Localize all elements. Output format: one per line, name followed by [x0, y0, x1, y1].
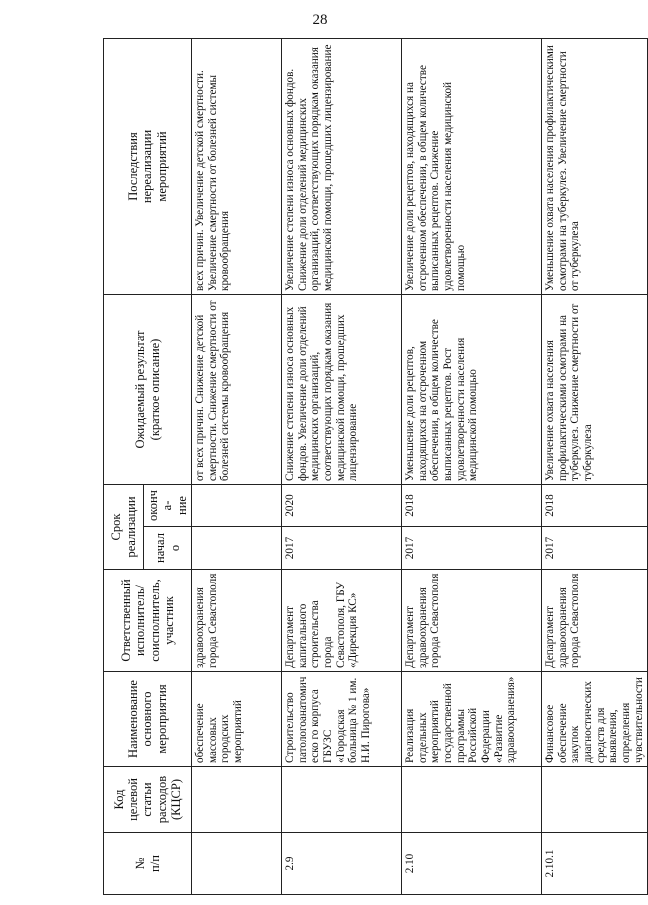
row-consequences: Увеличение степени износа основных фондов. Снижение доли отделений медицинских организаций, соответствующих порядкам оказания медицинской помощи, прошедших лицензирование: [282, 38, 402, 294]
header-start: начало: [144, 527, 192, 570]
table-row: [402, 38, 542, 894]
header-period: Срок реализации: [104, 484, 144, 569]
row-name: Финансовое обеспечение закупок диагностических средств для выявления, определения чувствительности: [542, 672, 648, 767]
header-name: Наименование основного мероприятия: [104, 672, 192, 767]
table-body: [192, 38, 648, 894]
row-name: Строительство патологоанатомическо го корпуса ГБУЗС «Городская больница № 1 им. Н.И. Пирогова»: [282, 672, 402, 767]
table-row: [542, 38, 648, 894]
row-code: [402, 767, 542, 833]
row-name: Реализация отдельных мероприятий государственной программы Российской Федерации «Развитие здравоохранения»: [402, 672, 542, 767]
header-end: оконча- ние: [144, 484, 192, 526]
row-result: от всех причин. Снижение детской смертности. Снижение смертности от болезней системы кровообращения: [192, 294, 282, 484]
program-measures-table: [103, 38, 648, 895]
row-end: 2020: [282, 484, 402, 526]
row-num: [192, 833, 282, 895]
row-name: обеспечение массовых городских мероприятий: [192, 672, 282, 767]
row-code: [282, 767, 402, 833]
rotated-table-frame: [103, 39, 645, 895]
table-row: [282, 38, 402, 894]
row-responsible: Департамент капитального строительства города Севастополя, ГБУ «Дирекция КС»: [282, 570, 402, 672]
header-code: Код целевой статьи расходов (КЦСР): [104, 767, 192, 833]
row-start: 2017: [402, 527, 542, 570]
row-num: 2.9: [282, 833, 402, 895]
table-row: [192, 38, 282, 894]
row-end: [192, 484, 282, 526]
row-responsible: здравоохранения города Севастополя: [192, 570, 282, 672]
row-consequences: всех причин. Увеличение детской смертности. Увеличение смертности от болезней системы кровообращения: [192, 38, 282, 294]
header-num: № п/п: [104, 833, 192, 895]
row-start: 2017: [282, 527, 402, 570]
rotated-table-container: [103, 39, 645, 895]
row-consequences: Уменьшение охвата населения профилактическими осмотрами на туберкулез. Увеличение смертности от туберкулеза: [542, 38, 648, 294]
row-num: 2.10.1: [542, 833, 648, 895]
row-responsible: Департамент здравоохранения города Севастополя: [402, 570, 542, 672]
row-end: 2018: [402, 484, 542, 526]
row-result: Снижение степени износа основных фондов. Увеличение доли отделений медицинских организаций, соответствующих порядкам оказания медицинской помощи, прошедших лицензирование: [282, 294, 402, 484]
row-num: 2.10: [402, 833, 542, 895]
row-start: 2017: [542, 527, 648, 570]
header-responsible: Ответственный исполнитель/ соисполнитель, участник: [104, 570, 192, 672]
page-number: 28: [312, 12, 328, 28]
header-row-top: [104, 38, 144, 894]
row-consequences: Увеличение доли рецептов, находящихся на отсроченном обеспечении, в общем количестве выписанных рецептов. Снижение удовлетворенности населения медицинской помощью: [402, 38, 542, 294]
row-result: Увеличение охвата населения профилактическими осмотрами на туберкулез. Снижение смертности от туберкулеза: [542, 294, 648, 484]
table-header: [104, 38, 192, 894]
header-consequences: Последствия нереализации мероприятий: [104, 38, 192, 294]
row-code: [542, 767, 648, 833]
row-code: [192, 767, 282, 833]
header-result: Ожидаемый результат (краткое описание): [104, 294, 192, 484]
row-result: Уменьшение доли рецептов, находящихся на отсроченном обеспечении, в общем количестве выписанных рецептов. Рост удовлетворенности населения медицинской помощью: [402, 294, 542, 484]
row-start: [192, 527, 282, 570]
row-end: 2018: [542, 484, 648, 526]
row-responsible: Департамент здравоохранения города Севастополя: [542, 570, 648, 672]
